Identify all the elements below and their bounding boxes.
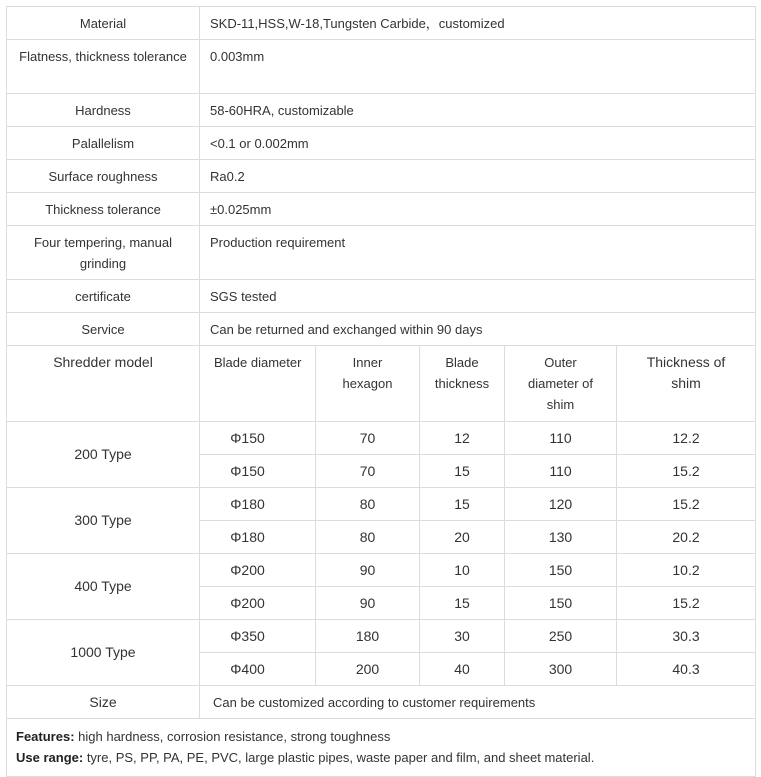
spec-row-service [7,313,756,346]
blade-diameter-cell: Φ150 [200,422,316,455]
use-range-text: tyre, PS, PP, PA, PE, PVC, large plastic pipes, waste paper and film, and sheet material. [83,750,595,765]
outer-diameter-cell: 250 [505,620,617,653]
spec-value: ±0.025mm [200,193,756,226]
blade-thickness-cell: 15 [420,455,505,488]
use-range-label: Use range: [16,750,84,765]
header-outer-diameter: Outer diameter of shim [505,346,617,422]
blade-thickness-cell: 12 [420,422,505,455]
spec-value: Production requirement [200,226,756,280]
header-shim-thickness: Thickness of shim [617,346,756,422]
spec-row-parallelism [7,127,756,160]
shredder-model: 200 Type [7,422,200,488]
spec-value: SKD-11,HSS,W-18,Tungsten Carbide，customized [200,7,756,40]
outer-diameter-cell: 110 [505,422,617,455]
outer-diameter-cell: 120 [505,488,617,521]
blade-diameter-cell: Φ400 [200,653,316,686]
shredder-model: 400 Type [7,554,200,620]
spec-row-flatness [7,40,756,94]
header-inner-hexagon: Inner hexagon [316,346,420,422]
shim-thickness-cell: 10.2 [617,554,756,587]
outer-diameter-cell: 150 [505,587,617,620]
spec-row-certificate [7,280,756,313]
spec-label: Service [7,313,200,346]
spec-value: Can be returned and exchanged within 90 days [200,313,756,346]
header-blade-diameter: Blade diameter [200,346,316,422]
size-label: Size [7,686,200,719]
inner-hexagon-cell: 80 [316,521,420,554]
size-row [7,686,756,719]
table-row [7,422,756,455]
blade-thickness-cell: 30 [420,620,505,653]
header-shredder-model: Shredder model [7,346,200,422]
spec-value: 58-60HRA, customizable [200,94,756,127]
spec-row-roughness [7,160,756,193]
inner-hexagon-cell: 90 [316,554,420,587]
header-blade-thickness: Blade thickness [420,346,505,422]
features-label: Features: [16,729,75,744]
shredder-model: 1000 Type [7,620,200,686]
spec-row-tempering [7,226,756,280]
spec-row-thickness-tolerance [7,193,756,226]
spec-label: Hardness [7,94,200,127]
spec-label: Palallelism [7,127,200,160]
blade-thickness-cell: 15 [420,488,505,521]
blade-thickness-cell: 40 [420,653,505,686]
inner-hexagon-cell: 70 [316,455,420,488]
spec-table [6,6,756,777]
spec-value: <0.1 or 0.002mm [200,127,756,160]
outer-diameter-cell: 130 [505,521,617,554]
features-line [16,726,747,747]
blade-thickness-cell: 15 [420,587,505,620]
blade-thickness-cell: 20 [420,521,505,554]
spec-label: Surface roughness [7,160,200,193]
features-text: high hardness, corrosion resistance, strong toughness [74,729,391,744]
outer-diameter-cell: 300 [505,653,617,686]
inner-hexagon-cell: 200 [316,653,420,686]
shim-thickness-cell: 15.2 [617,488,756,521]
spec-row-hardness [7,94,756,127]
spec-value: 0.003mm [200,40,756,94]
spec-row-material [7,7,756,40]
table-row [7,554,756,587]
table-row [7,488,756,521]
inner-hexagon-cell: 90 [316,587,420,620]
spec-value: Ra0.2 [200,160,756,193]
inner-hexagon-cell: 180 [316,620,420,653]
blade-diameter-cell: Φ150 [200,455,316,488]
notes-row [7,719,756,777]
size-value: Can be customized according to customer requirements [200,686,756,719]
table-row [7,620,756,653]
blade-diameter-cell: Φ180 [200,488,316,521]
shim-thickness-cell: 30.3 [617,620,756,653]
shim-thickness-cell: 15.2 [617,455,756,488]
blade-diameter-cell: Φ350 [200,620,316,653]
blade-thickness-cell: 10 [420,554,505,587]
inner-hexagon-cell: 80 [316,488,420,521]
shim-thickness-cell: 20.2 [617,521,756,554]
inner-hexagon-cell: 70 [316,422,420,455]
shim-thickness-cell: 12.2 [617,422,756,455]
blade-diameter-cell: Φ200 [200,554,316,587]
spec-label: Thickness tolerance [7,193,200,226]
model-header-row [7,346,756,422]
shim-thickness-cell: 40.3 [617,653,756,686]
shim-thickness-cell: 15.2 [617,587,756,620]
blade-diameter-cell: Φ200 [200,587,316,620]
notes-cell [7,719,756,777]
spec-label: Material [7,7,200,40]
spec-label: Flatness, thickness tolerance [7,40,200,94]
outer-diameter-cell: 150 [505,554,617,587]
shredder-model: 300 Type [7,488,200,554]
spec-label: Four tempering, manual grinding [7,226,200,280]
spec-value: SGS tested [200,280,756,313]
blade-diameter-cell: Φ180 [200,521,316,554]
spec-label: certificate [7,280,200,313]
outer-diameter-cell: 110 [505,455,617,488]
